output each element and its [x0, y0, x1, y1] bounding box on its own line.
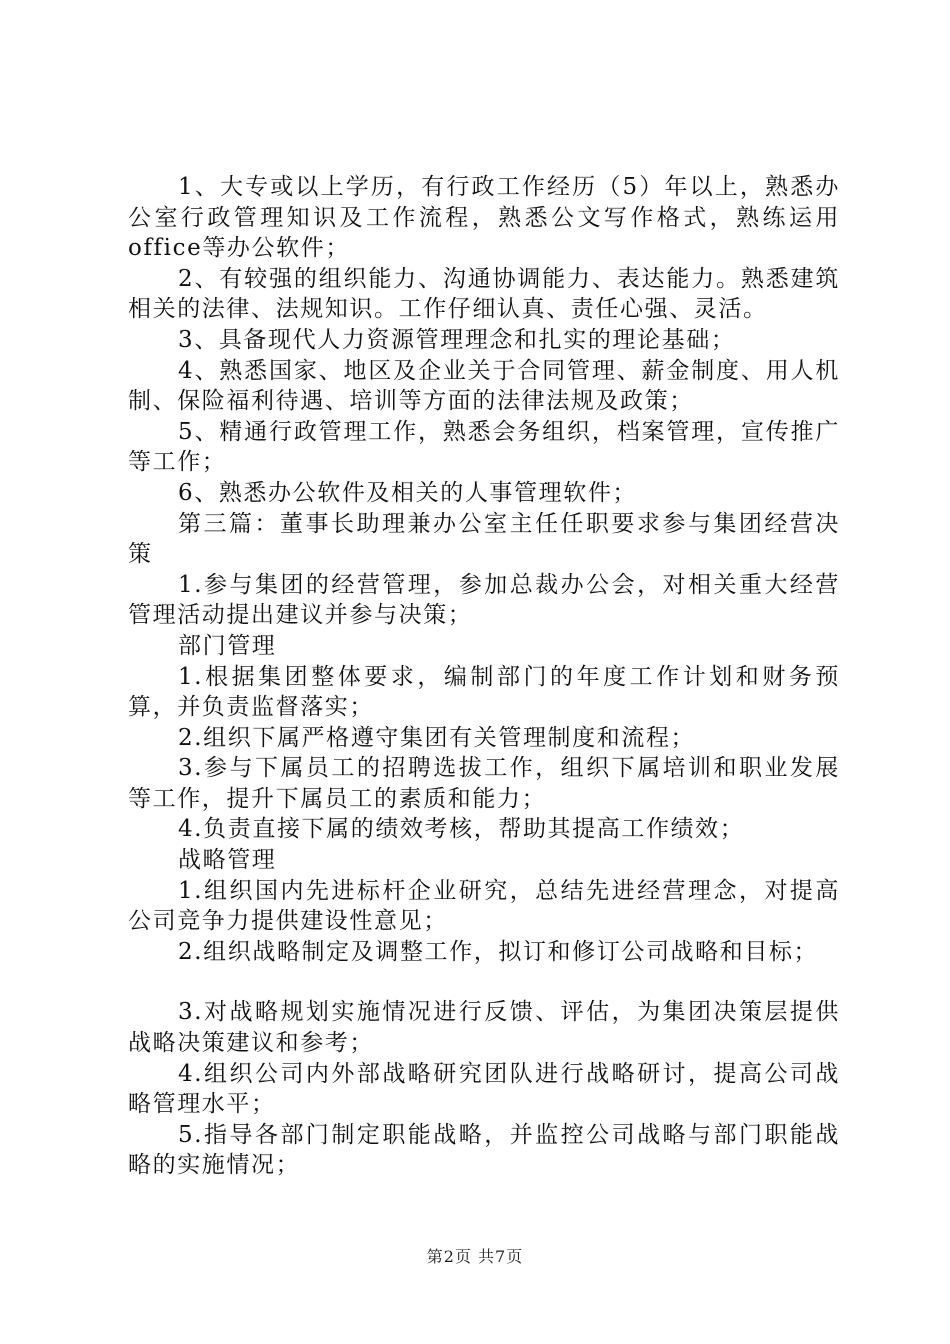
paragraph: 4.负责直接下属的绩效考核，帮助其提高工作绩效；	[178, 816, 745, 843]
subsection-heading: 部门管理	[178, 632, 277, 659]
paragraph: 5、精通行政管理工作，熟悉会务组织，档案管理，宣传推广等工作；	[128, 418, 840, 476]
paragraph: 4.组织公司内外部战略研究团队进行战略研讨，提高公司战略管理水平；	[128, 1060, 840, 1118]
paragraph: 1、大专或以上学历，有行政工作经历（5）年以上，熟悉办公室行政管理知识及工作流程，熟悉公文写作格式，熟练运用office等办公软件；	[128, 174, 840, 262]
section-heading: 第三篇：董事长助理兼办公室主任任职要求参与集团经营决策	[128, 510, 840, 568]
paragraph: 2.组织下属严格遵守集团有关管理制度和流程；	[178, 724, 696, 751]
paragraph: 2、有较强的组织能力、沟通协调能力、表达能力。熟悉建筑相关的法律、法规知识。工作仔细认真、责任心强、灵活。	[128, 265, 840, 323]
paragraph: 4、熟悉国家、地区及企业关于合同管理、薪金制度、用人机制、保险福利待遇、培训等方面的法律法规及政策；	[128, 357, 840, 415]
paragraph: 1.参与集团的经营管理，参加总裁办公会，对相关重大经营管理活动提出建议并参与决策；	[128, 571, 840, 629]
paragraph: 1.组织国内先进标杆企业研究，总结先进经营理念，对提高公司竞争力提供建设性意见；	[128, 877, 840, 935]
subsection-heading: 战略管理	[178, 847, 277, 874]
paragraph: 2.组织战略制定及调整工作，拟订和修订公司战略和目标；	[178, 938, 819, 965]
paragraph: 5.指导各部门制定职能战略，并监控公司战略与部门职能战略的实施情况；	[128, 1121, 840, 1179]
paragraph: 6、熟悉办公软件及相关的人事管理软件；	[178, 479, 638, 506]
blank-line	[128, 967, 840, 997]
page-footer: 第2页 共7页	[426, 1247, 524, 1266]
paragraph: 3、具备现代人力资源管理理念和扎实的理论基础；	[178, 326, 736, 353]
paragraph: 1.根据集团整体要求，编制部门的年度工作计划和财务预算，并负责监督落实；	[128, 663, 840, 721]
paragraph: 3.参与下属员工的招聘选拔工作，组织下属培训和职业发展等工作，提升下属员工的素质和能力；	[128, 755, 840, 812]
paragraph: 3.对战略规划实施情况进行反馈、评估，为集团决策层提供战略决策建议和参考；	[128, 999, 840, 1057]
document-body	[128, 172, 840, 1181]
